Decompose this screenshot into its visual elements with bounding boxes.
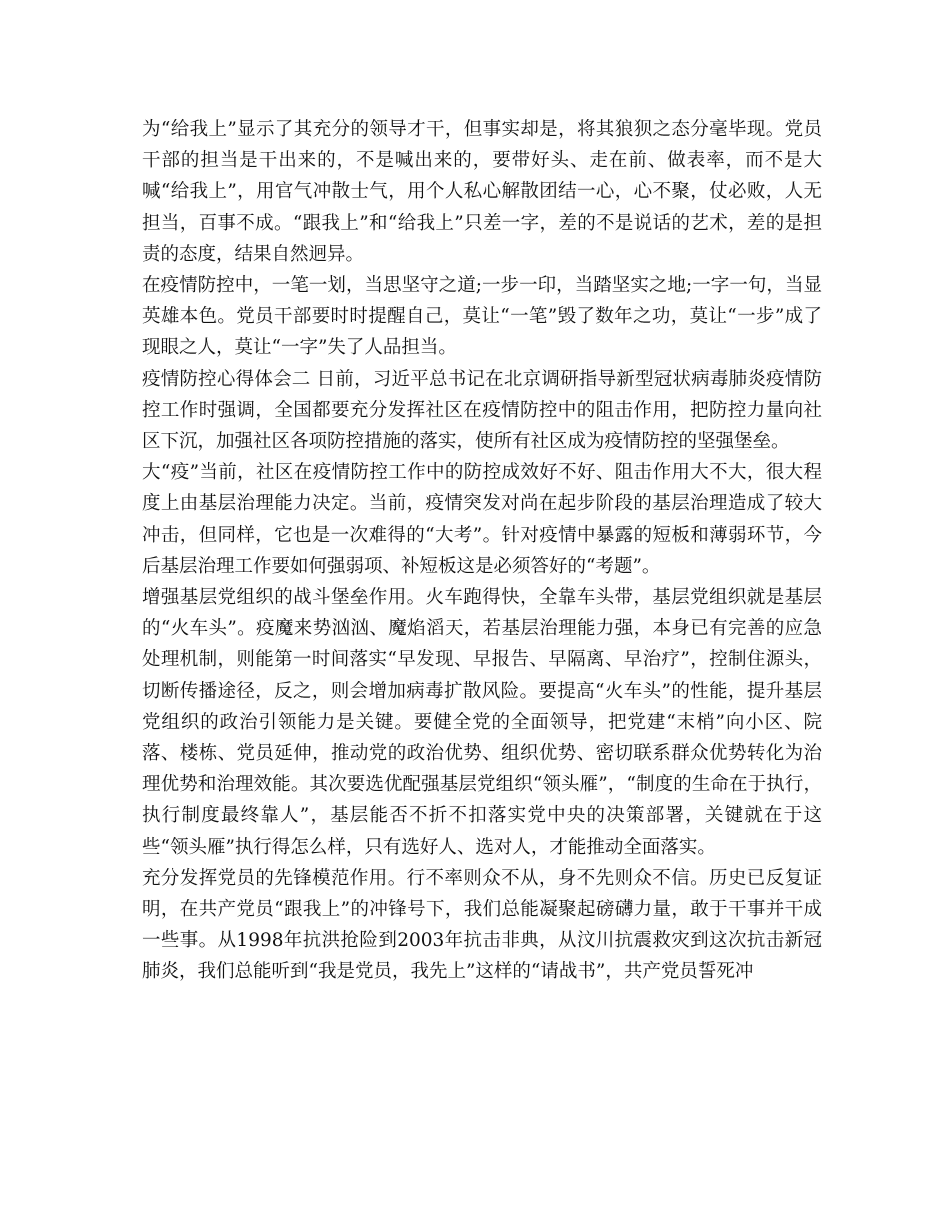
paragraph: 疫情防控心得体会二 日前，习近平总书记在北京调研指导新型冠状病毒肺炎疫情防控工作时强调，全国都要充分发挥社区在疫情防控中的阻击作用，把防控力量向社区下沉，加强社区各项防控措施的落实，使所有社区成为疫情防控的坚强堡垒。 xyxy=(142,368,822,453)
document-body xyxy=(142,114,822,988)
paragraph: 在疫情防控中，一笔一划，当思坚守之道;一步一印，当踏坚实之地;一字一句，当显英雄本色。党员干部要时时提醒自己，莫让“一笔”毁了数年之功，莫让“一步”成了现眼之人，莫让“一字”失了人品担当。 xyxy=(142,275,822,359)
paragraph: 为“给我上”显示了其充分的领导才干，但事实却是，将其狼狈之态分毫毕现。党员干部的担当是干出来的，不是喊出来的，要带好头、走在前、做表率，而不是大喊“给我上”，用官气冲散士气，用个人私心解散团结一心，心不聚，仗必败，人无担当，百事不成。“跟我上”和“给我上”只差一字，差的不是说话的艺术，差的是担责的态度，结果自然迥异。 xyxy=(142,119,822,265)
paragraph: 增强基层党组织的战斗堡垒作用。火车跑得快，全靠车头带，基层党组织就是基层的“火车头”。疫魔来势汹汹、魔焰滔天，若基层治理能力强，本身已有完善的应急处理机制，则能第一时间落实“早发现、早报告、早隔离、早治疗”，控制住源头，切断传播途径，反之，则会增加病毒扩散风险。要提高“火车头”的性能，提升基层党组织的政治引领能力是关键。要健全党的全面领导，把党建“末梢”向小区、院落、楼栋、党员延伸，推动党的政治优势、组织优势、密切联系群众优势转化为治理优势和治理效能。其次要选优配强基层党组织“领头雁”，“制度的生命在于执行，执行制度最终靠人”，基层能否不折不扣落实党中央的决策部署，关键就在于这些“领头雁”执行得怎么样，只有选好人、选对人，才能推动全面落实。 xyxy=(142,587,822,858)
paragraph: 大“疫”当前，社区在疫情防控工作中的防控成效好不好、阻击作用大不大，很大程度上由基层治理能力决定。当前，疫情突发对尚在起步阶段的基层治理造成了较大冲击，但同样，它也是一次难得的“大考”。针对疫情中暴露的短板和薄弱环节，今后基层治理工作要如何强弱项、补短板这是必须答好的“考题”。 xyxy=(142,462,822,577)
paragraph: 充分发挥党员的先锋模范作用。行不率则众不从，身不先则众不信。历史已反复证明，在共产党员“跟我上”的冲锋号下，我们总能凝聚起磅礴力量，敢于干事并干成一些事。从1998年抗洪抢险到2003年抗击非典，从汶川抗震救灾到这次抗击新冠肺炎，我们总能听到“我是党员，我先上”这样的“请战书”，共产党员誓死冲 xyxy=(142,867,822,983)
